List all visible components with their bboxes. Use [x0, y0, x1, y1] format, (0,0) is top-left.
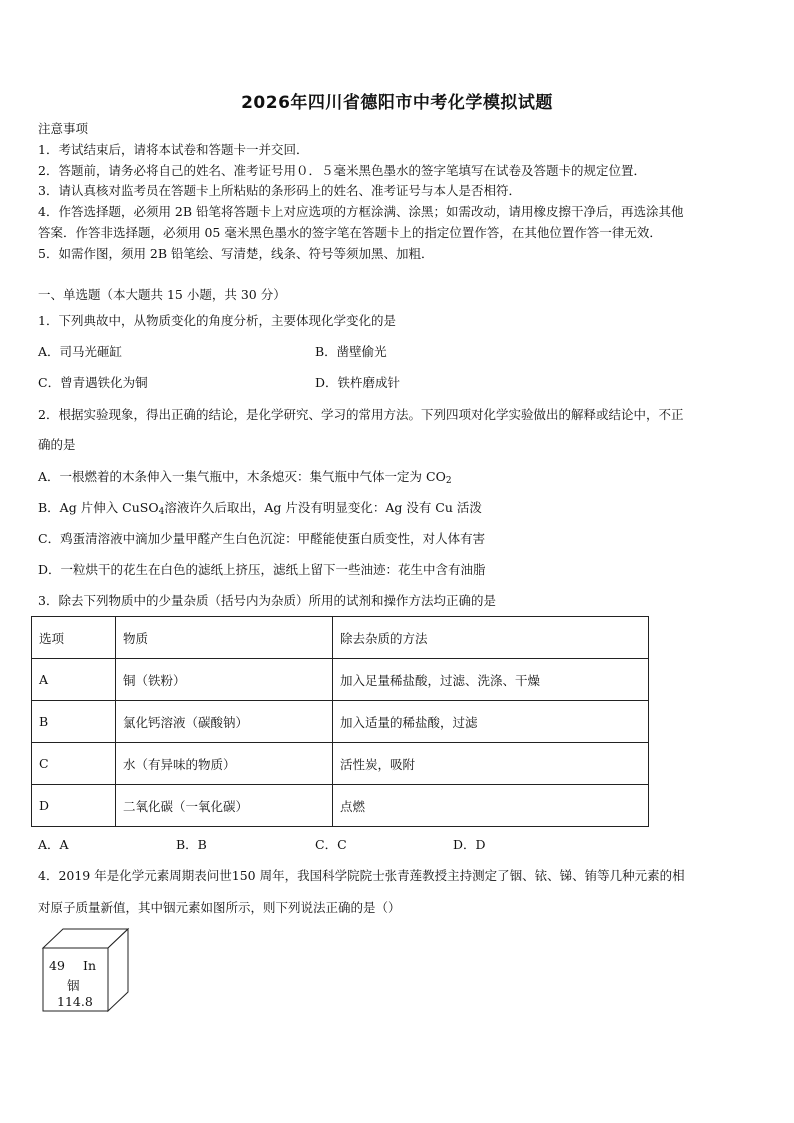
header-substance: 物质	[116, 617, 333, 659]
q3-table	[31, 616, 649, 827]
q3-option-d: D．D	[453, 837, 486, 852]
notice-item-3: 3．请认真核对监考员在答题卡上所粘贴的条形码上的姓名、准考证号与本人是否相符．	[38, 183, 521, 198]
table-cell: A	[32, 659, 116, 701]
notice-item-5: 5．如需作图，须用 2B 铅笔绘、写清楚，线条、符号等须加黑、加粗．	[38, 246, 434, 261]
notice-item-2: 2．答题前，请务必将自己的姓名、准考证号用０．５毫米黑色墨水的签字笔填写在试卷及答题卡的规定位置．	[38, 163, 646, 178]
table-cell: 加入适量的稀盐酸，过滤	[333, 701, 649, 743]
header-method: 除去杂质的方法	[333, 617, 649, 659]
table-cell: 二氧化碳（一氧化碳）	[116, 785, 333, 827]
table-cell: C	[32, 743, 116, 785]
table-cell: 氯化钙溶液（碳酸钠）	[116, 701, 333, 743]
notice-item-4: 4．作答选择题，必须用 2B 铅笔将答题卡上对应选项的方框涂满、涂黑；如需改动，请用橡皮擦干净后，再选涂其他	[38, 204, 684, 219]
q1-option-a: A．司马光砸缸	[38, 344, 123, 359]
table-header-row	[32, 617, 649, 659]
table-cell: 活性炭，吸附	[333, 743, 649, 785]
notice-item-4-cont: 答案．作答非选择题，必须用 05 毫米黑色墨水的签字笔在答题卡上的指定位置作答，在其他位置作答一律无效．	[38, 225, 662, 240]
q4-stem: 4．2019 年是化学元素周期表问世150 周年，我国科学院院士张青莲教授主持测定了铟、铱、锑、铕等几种元素的相	[38, 868, 685, 883]
q1-option-d: D．铁杵磨成针	[315, 375, 401, 390]
element-mass: 114.8	[57, 994, 93, 1009]
notice-item-1: 1．考试结束后，请将本试卷和答题卡一并交回．	[38, 142, 309, 157]
page-title: 2026年四川省德阳市中考化学模拟试题	[241, 93, 553, 113]
section-heading: 一、单选题（本大题共 15 小题，共 30 分）	[38, 287, 286, 302]
q2-option-b: B．Ag 片伸入 CuSO$_4$溶液许久后取出，Ag 片没有明显变化：Ag 没有 Cu 活泼	[38, 500, 482, 517]
table-cell: 铜（铁粉）	[116, 659, 333, 701]
table-cell: D	[32, 785, 116, 827]
element-symbol: In	[83, 958, 96, 973]
q3-stem: 3．除去下列物质中的少量杂质（括号内为杂质）所用的试剂和操作方法均正确的是	[38, 593, 496, 608]
table-row	[32, 743, 649, 785]
table-row	[32, 701, 649, 743]
q2-stem: 2．根据实验现象，得出正确的结论，是化学研究、学习的常用方法。下列四项对化学实验做出的解释或结论中，不正	[38, 407, 684, 422]
element-number: 49	[49, 958, 65, 973]
table-row	[32, 785, 649, 827]
table-cell: 点燃	[333, 785, 649, 827]
table-row	[32, 659, 649, 701]
q3-option-c: C．C	[315, 837, 347, 852]
element-name: 铟	[67, 978, 80, 993]
q1-option-c: C．曾青遇铁化为铜	[38, 375, 148, 390]
q1-stem: 1．下列典故中，从物质变化的角度分析，主要体现化学变化的是	[38, 313, 396, 328]
table-cell: 水（有异味的物质）	[116, 743, 333, 785]
table-cell: B	[32, 701, 116, 743]
notice-heading: 注意事项	[38, 121, 89, 136]
q2-option-d: D．一粒烘干的花生在白色的滤纸上挤压，滤纸上留下一些油迹：花生中含有油脂	[38, 562, 486, 577]
q2-option-c: C．鸡蛋清溶液中滴加少量甲醛产生白色沉淀：甲醛能使蛋白质变性，对人体有害	[38, 531, 486, 546]
q2-option-a: A．一根燃着的木条伸入一集气瓶中，木条熄灭：集气瓶中气体一定为 $CO_2$	[38, 469, 452, 486]
element-card-indium	[40, 926, 132, 1019]
q1-option-b: B．凿壁偷光	[315, 344, 387, 359]
table-cell: 加入足量稀盐酸，过滤、洗涤、干燥	[333, 659, 649, 701]
header-option: 选项	[32, 617, 116, 659]
q2-stem-cont: 确的是	[38, 437, 76, 452]
q4-stem-cont: 对原子质量新值，其中铟元素如图所示，则下列说法正确的是（）	[38, 900, 401, 915]
q3-option-b: B．B	[176, 837, 207, 852]
q3-option-a: A．A	[38, 837, 69, 852]
